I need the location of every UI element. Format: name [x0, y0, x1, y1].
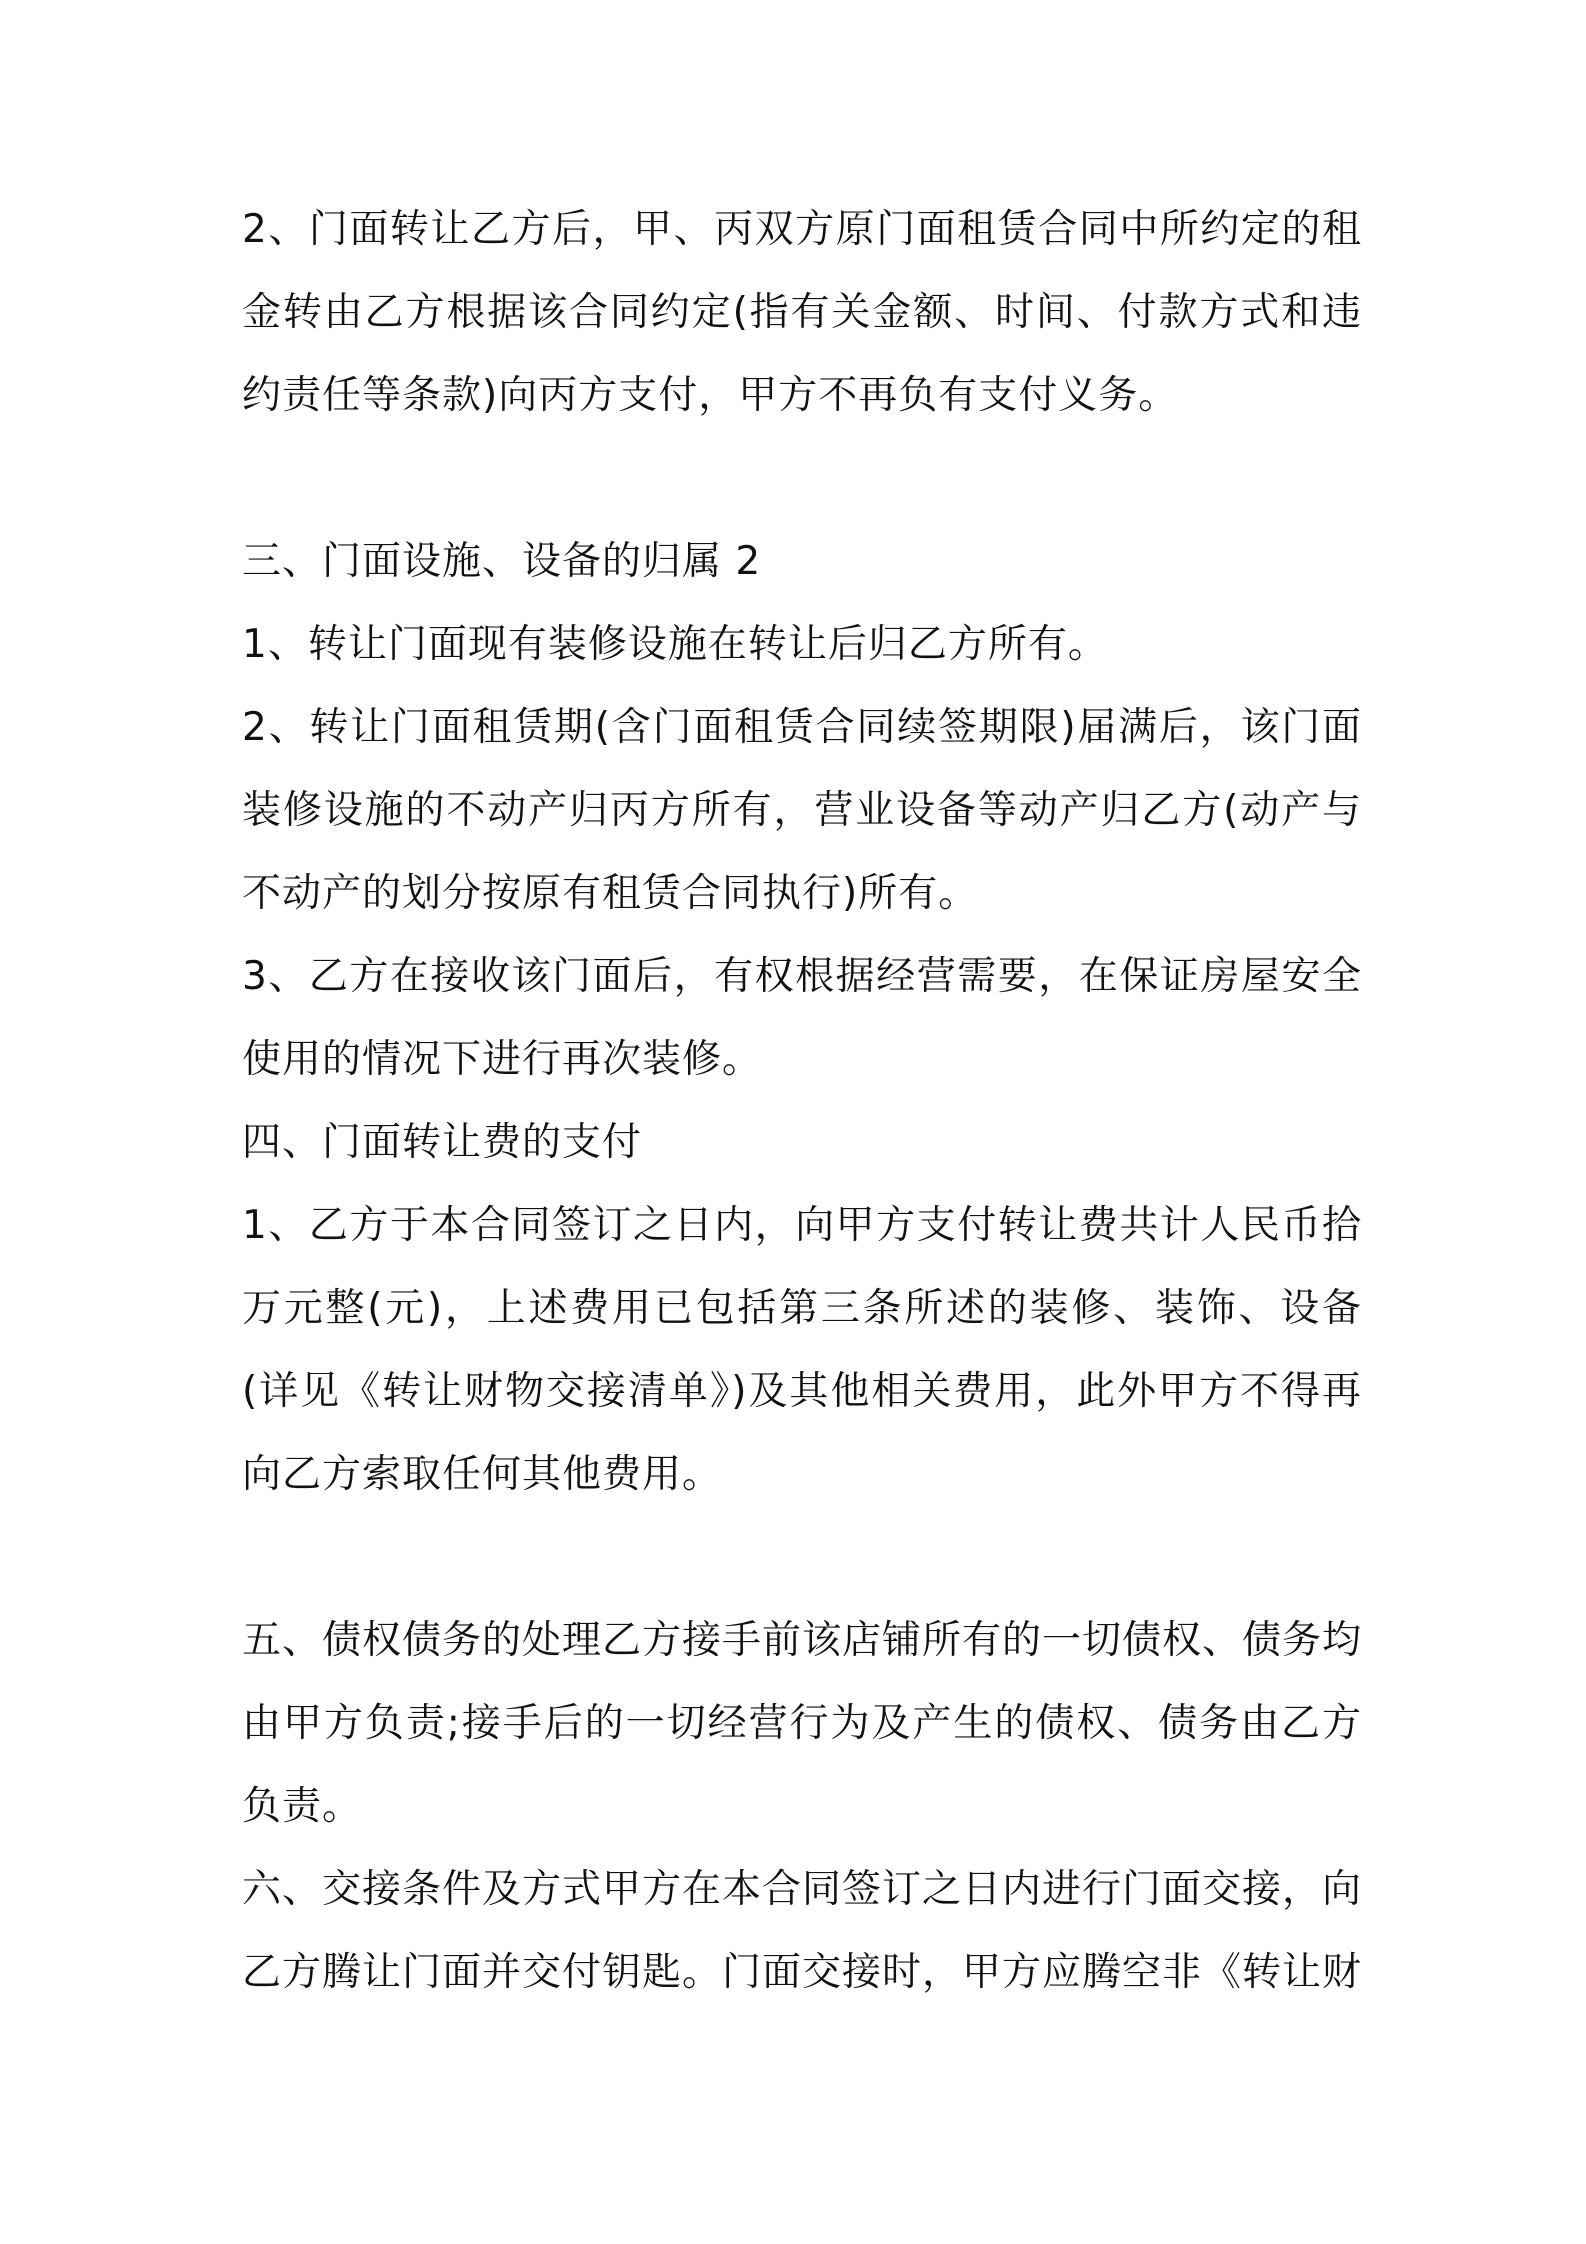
section-4-heading: 四、门面转让费的支付 — [242, 1120, 643, 1165]
section-6-handover: 六、交接条件及方式甲方在本合同签订之日内进行门面交接，向乙方腾让门面并交付钥匙。门面交接时，甲方应腾空非《转让财 — [242, 1867, 1363, 1995]
clause-4-1-transfer-fee: 1、乙方于本合同签订之日内，向甲方支付转让费共计人民币拾万元整(元)，上述费用已包括第三条所述的装修、装饰、设备(详见《转让财物交接清单》)及其他相关费用，此外甲方不得再向乙方索取任何其他费用。 — [242, 1203, 1362, 1497]
section-5-debts: 五、债权债务的处理乙方接手前该店铺所有的一切债权、债务均由甲方负责;接手后的一切经营行为及产生的债权、债务由乙方负责。 — [242, 1618, 1363, 1829]
clause-3-2-lease-expiry: 2、转让门面租赁期(含门面租赁合同续签期限)届满后，该门面装修设施的不动产归丙方所有，营业设备等动产归乙方(动产与不动产的划分按原有租赁合同执行)所有。 — [242, 705, 1362, 916]
clause-3-1-decoration-ownership: 1、转让门面现有装修设施在转让后归乙方所有。 — [242, 622, 1108, 667]
section-3-heading: 三、门面设施、设备的归属 2 — [242, 539, 762, 584]
clause-3-3-renovation-right: 3、乙方在接收该门面后，有权根据经营需要，在保证房屋安全使用的情况下进行再次装修。 — [242, 954, 1362, 1082]
clause-2-2-rent-transfer: 2、门面转让乙方后，甲、丙双方原门面租赁合同中所约定的租金转由乙方根据该合同约定(指有关金额、时间、付款方式和违约责任等条款)向丙方支付，甲方不再负有支付义务。 — [242, 207, 1362, 418]
